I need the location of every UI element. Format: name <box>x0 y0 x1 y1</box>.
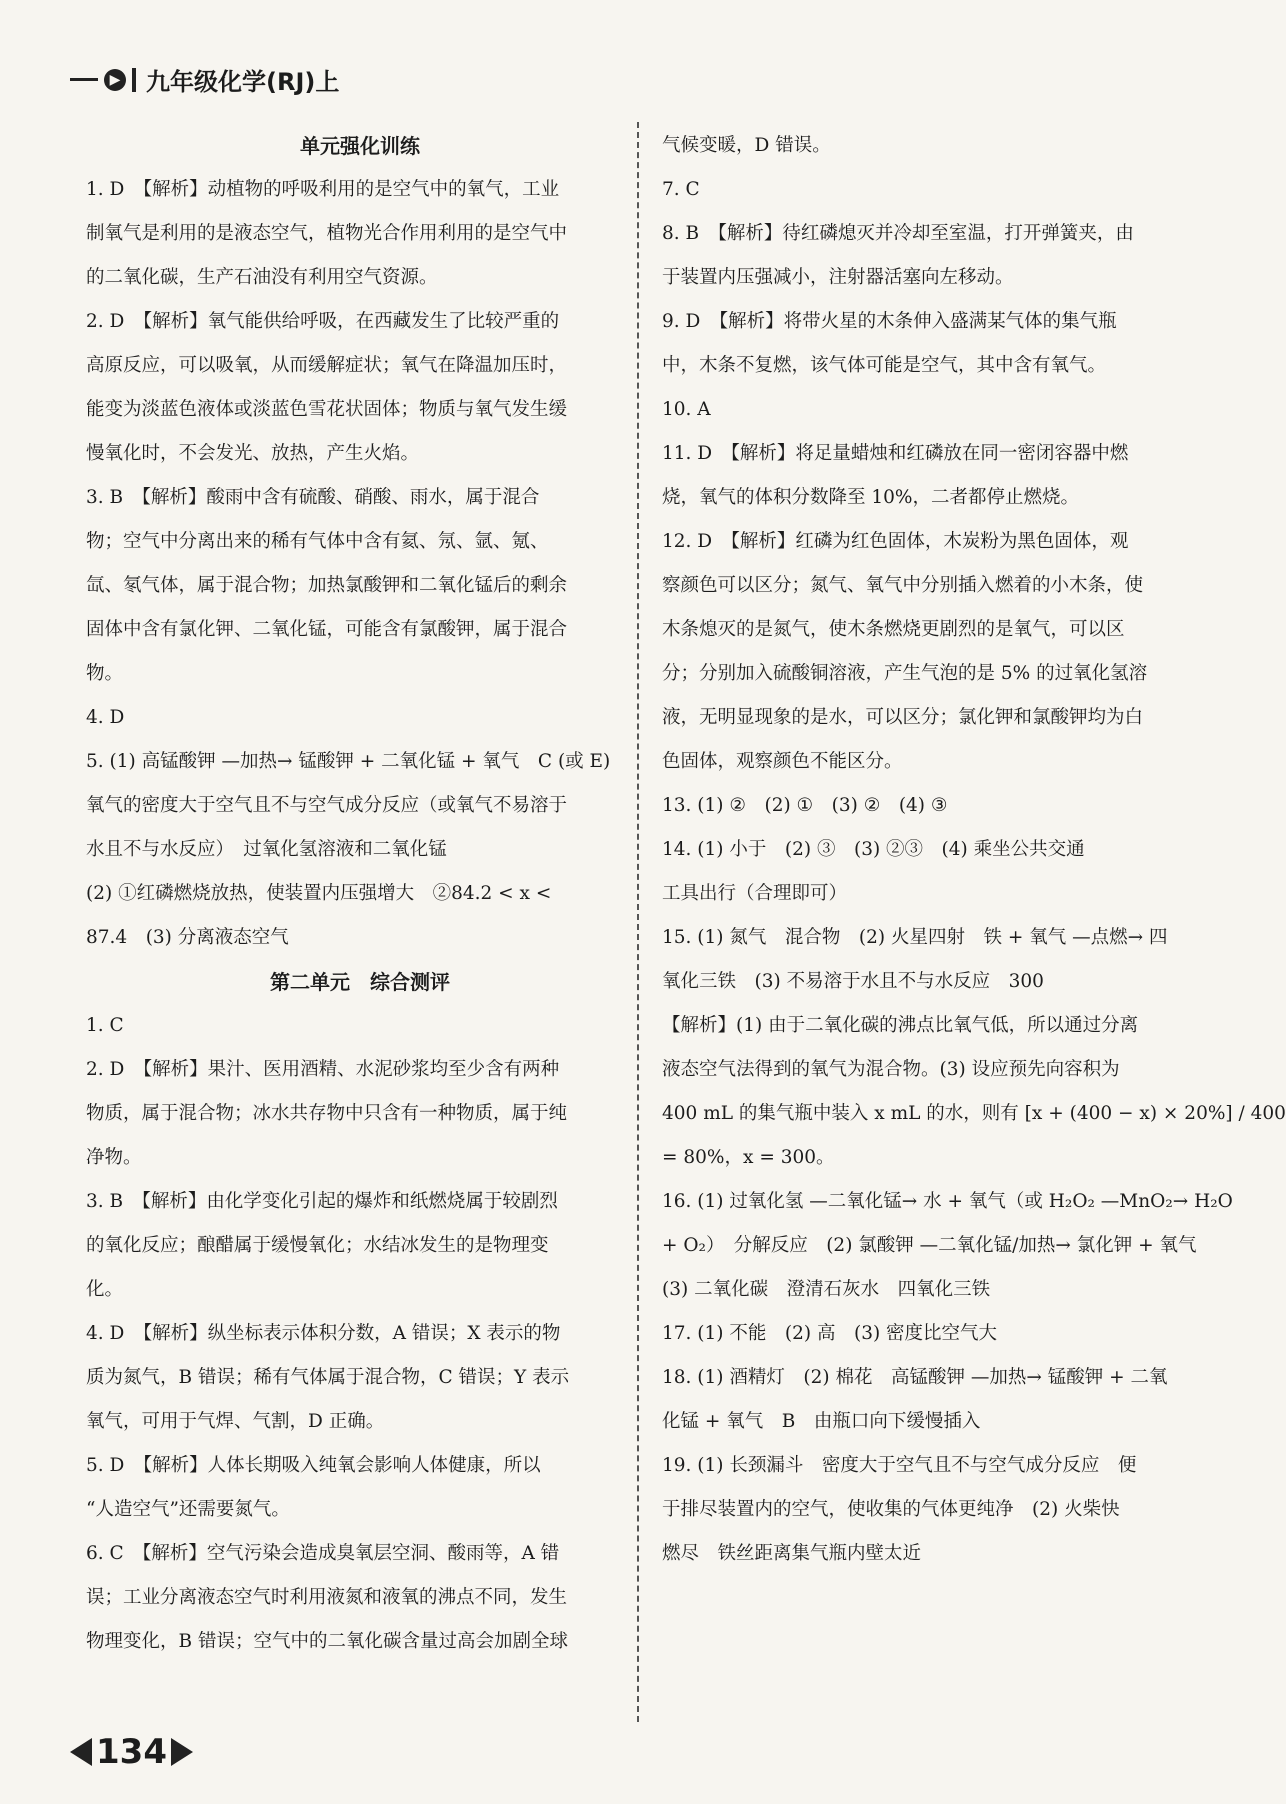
answer-line: 15. (1) 氮气 混合物 (2) 火星四射 铁 + 氧气 —点燃→ 四 <box>662 927 1168 948</box>
answer-line: 分；分别加入硫酸铜溶液，产生气泡的是 5% 的过氧化氢溶 <box>662 663 1148 684</box>
answer-line: 净物。 <box>86 1147 142 1168</box>
answer-line: 误；工业分离液态空气时利用液氮和液氧的沸点不同，发生 <box>86 1587 568 1608</box>
answer-line: 物理变化，B 错误；空气中的二氧化碳含量过高会加剧全球 <box>86 1631 568 1652</box>
answer-line: 化。 <box>86 1279 124 1300</box>
answer-line: 7. C <box>662 179 700 200</box>
answer-line: 木条熄灭的是氮气，使木条燃烧更剧烈的是氧气，可以区 <box>662 619 1125 640</box>
answer-line: 11. D 【解析】将足量蜡烛和红磷放在同一密闭容器中燃 <box>662 443 1129 464</box>
answer-line: = 80%，x = 300。 <box>662 1147 835 1168</box>
answer-line: 工具出行（合理即可） <box>662 883 848 904</box>
answer-line: 燃尽 铁丝距离集气瓶内壁太近 <box>662 1543 922 1564</box>
answer-line: 13. (1) ② (2) ① (3) ② (4) ③ <box>662 795 948 816</box>
page-footer <box>70 1732 193 1772</box>
answer-line: 9. D 【解析】将带火星的木条伸入盛满某气体的集气瓶 <box>662 311 1117 332</box>
answer-line: 17. (1) 不能 (2) 高 (3) 密度比空气大 <box>662 1323 998 1344</box>
answer-line: 物质，属于混合物；冰水共存物中只含有一种物质，属于纯 <box>86 1103 568 1124</box>
answer-line: 12. D 【解析】红磷为红色固体，木炭粉为黑色固体，观 <box>662 531 1129 552</box>
answer-line: 气候变暖，D 错误。 <box>662 135 831 156</box>
answer-line: 4. D <box>86 707 125 728</box>
answer-line: 氧气的密度大于空气且不与空气成分反应（或氧气不易溶于 <box>86 795 568 816</box>
answer-line: 【解析】(1) 由于二氧化碳的沸点比氧气低，所以通过分离 <box>662 1015 1139 1036</box>
answer-line: 能变为淡蓝色液体或淡蓝色雪花状固体；物质与氧气发生缓 <box>86 399 568 420</box>
answer-line: 4. D 【解析】纵坐标表示体积分数，A 错误；X 表示的物 <box>86 1323 561 1344</box>
answer-line: 5. (1) 高锰酸钾 —加热→ 锰酸钾 + 二氧化锰 + 氧气 C (或 E) <box>86 751 611 772</box>
answer-line: 3. B 【解析】酸雨中含有硫酸、硝酸、雨水，属于混合 <box>86 487 540 508</box>
right-arrow-icon <box>171 1738 193 1766</box>
left-column <box>86 124 634 1664</box>
answer-line: 的氧化反应；酿醋属于缓慢氧化；水结冰发生的是物理变 <box>86 1235 549 1256</box>
answer-line: “人造空气”还需要氮气。 <box>86 1499 290 1520</box>
answer-line: 色固体，观察颜色不能区分。 <box>662 751 903 772</box>
answer-line: 液，无明显现象的是水，可以区分；氯化钾和氯酸钾均为白 <box>662 707 1144 728</box>
answer-line: 的二氧化碳，生产石油没有利用空气资源。 <box>86 267 438 288</box>
answer-line: 氙、氡气体，属于混合物；加热氯酸钾和二氧化锰后的剩余 <box>86 575 568 596</box>
answer-line: 2. D 【解析】果汁、医用酒精、水泥砂浆均至少含有两种 <box>86 1059 560 1080</box>
section-title: 单元强化训练 <box>300 134 420 158</box>
page-number: 134 <box>96 1732 167 1772</box>
answer-line: 化锰 + 氧气 B 由瓶口向下缓慢插入 <box>662 1411 981 1432</box>
answer-line: 8. B 【解析】待红磷熄灭并冷却至室温，打开弹簧夹，由 <box>662 223 1134 244</box>
answer-line: + O₂） 分解反应 (2) 氯酸钾 —二氧化锰/加热→ 氯化钾 + 氧气 <box>662 1235 1197 1256</box>
answer-line: 于装置内压强减小，注射器活塞向左移动。 <box>662 267 1014 288</box>
answer-line: 固体中含有氯化钾、二氧化锰，可能含有氯酸钾，属于混合 <box>86 619 568 640</box>
answer-line: 中，木条不复燃，该气体可能是空气，其中含有氧气。 <box>662 355 1107 376</box>
answer-line: 400 mL 的集气瓶中装入 x mL 的水，则有 [x + (400 − x) × 20%] / 400 <box>662 1103 1286 1124</box>
book-logo-icon: ▶ <box>104 69 126 91</box>
answer-line: 3. B 【解析】由化学变化引起的爆炸和纸燃烧属于较剧烈 <box>86 1191 558 1212</box>
answer-line: 1. D 【解析】动植物的呼吸利用的是空气中的氧气，工业 <box>86 179 560 200</box>
book-title: 九年级化学(RJ)上 <box>146 68 340 96</box>
answer-line: (2) ①红磷燃烧放热，使装置内压强增大 ②84.2 < x < <box>86 883 552 904</box>
answer-line: 2. D 【解析】氧气能供给呼吸，在西藏发生了比较严重的 <box>86 311 560 332</box>
right-column <box>662 124 1286 1576</box>
answer-line: 物。 <box>86 663 124 684</box>
answer-line: 1. C <box>86 1015 124 1036</box>
answer-line: 5. D 【解析】人体长期吸入纯氧会影响人体健康，所以 <box>86 1455 541 1476</box>
answer-line: 制氧气是利用的是液态空气，植物光合作用利用的是空气中 <box>86 223 568 244</box>
answer-line: 液态空气法得到的氧气为混合物。(3) 设应预先向容积为 <box>662 1059 1120 1080</box>
answer-line: 水且不与水反应） 过氧化氢溶液和二氧化锰 <box>86 839 447 860</box>
header-rule <box>70 78 98 81</box>
answer-line: 14. (1) 小于 (2) ③ (3) ②③ (4) 乘坐公共交通 <box>662 839 1085 860</box>
answer-line: 氧气，可用于气焊、气割，D 正确。 <box>86 1411 385 1432</box>
page-header <box>70 62 339 97</box>
answer-line: 87.4 (3) 分离液态空气 <box>86 927 289 948</box>
answer-line: 质为氮气，B 错误；稀有气体属于混合物，C 错误；Y 表示 <box>86 1367 570 1388</box>
section-title: 第二单元 综合测评 <box>270 970 450 994</box>
column-divider <box>637 122 639 1722</box>
answer-line: 6. C 【解析】空气污染会造成臭氧层空洞、酸雨等，A 错 <box>86 1543 560 1564</box>
answer-line: 慢氧化时，不会发光、放热，产生火焰。 <box>86 443 420 464</box>
answer-line: 于排尽装置内的空气，使收集的气体更纯净 (2) 火柴快 <box>662 1499 1120 1520</box>
answer-line: 10. A <box>662 399 711 420</box>
left-arrow-icon <box>70 1738 92 1766</box>
answer-line: 烧，氧气的体积分数降至 10%，二者都停止燃烧。 <box>662 487 1080 508</box>
answer-line: 氧化三铁 (3) 不易溶于水且不与水反应 300 <box>662 971 1044 992</box>
header-bar <box>132 68 136 92</box>
answer-line: 物；空气中分离出来的稀有气体中含有氦、氖、氩、氪、 <box>86 531 549 552</box>
answer-line: 18. (1) 酒精灯 (2) 棉花 高锰酸钾 —加热→ 锰酸钾 + 二氧 <box>662 1367 1168 1388</box>
answer-line: 高原反应，可以吸氧，从而缓解症状；氧气在降温加压时， <box>86 355 568 376</box>
answer-line: 察颜色可以区分；氮气、氧气中分别插入燃着的小木条，使 <box>662 575 1144 596</box>
answer-line: 19. (1) 长颈漏斗 密度大于空气且不与空气成分反应 便 <box>662 1455 1137 1476</box>
answer-line: 16. (1) 过氧化氢 —二氧化锰→ 水 + 氧气（或 H₂O₂ —MnO₂→ H₂O <box>662 1191 1233 1212</box>
answer-line: (3) 二氧化碳 澄清石灰水 四氧化三铁 <box>662 1279 991 1300</box>
